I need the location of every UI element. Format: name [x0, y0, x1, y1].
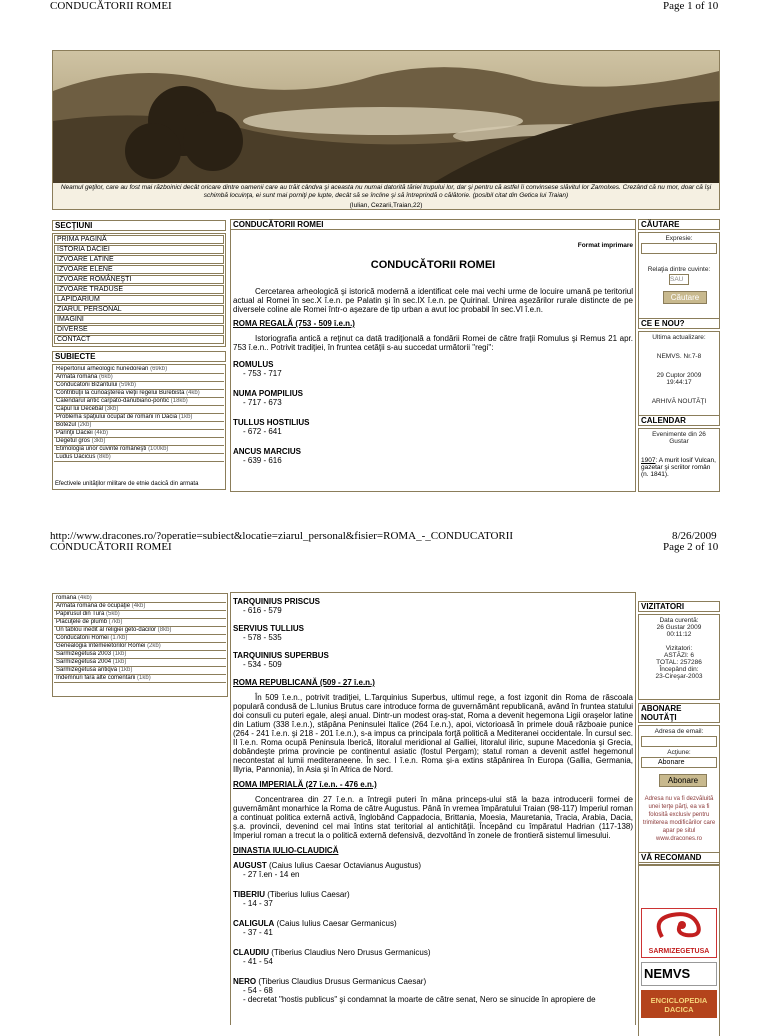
menu-item-lapidarium[interactable]: LAPIDARIUM [54, 295, 224, 304]
recommend-nemvs-label: NEMVS [644, 966, 691, 981]
subject-link[interactable] [54, 438, 224, 446]
search-button[interactable]: Căutare [663, 291, 707, 304]
emperors-list [233, 861, 633, 995]
subject-link[interactable] [54, 414, 224, 422]
emperor-years: - 54 - 68 [243, 986, 273, 995]
page-header-title-1: CONDUCĂTORII ROMEI [50, 0, 172, 12]
visitors-title: VIZITATORI [638, 601, 720, 612]
emperor-name: TIBERIU [233, 890, 265, 899]
subscribe-action-select[interactable]: Abonare [641, 757, 717, 768]
visitors-today: ASTĂZI: 6 [664, 652, 694, 659]
visitors-since: 23-Cireşar-2003 [655, 673, 703, 680]
emperor-years: - 41 - 54 [243, 957, 273, 966]
subject-title: Ludus Dacicus [56, 454, 96, 460]
emperor-full-name: (Caius Iulius Caesar Octavianus Augustus) [269, 861, 422, 870]
news-last-update-label: Ultima actualizare: [652, 334, 706, 341]
subject-title: Conducătorii Romei [56, 635, 109, 641]
page-header-title-2: CONDUCĂTORII ROMEI [50, 541, 172, 553]
subject-title: Genealogia întemeietorilor Romei [56, 643, 146, 649]
subject-title: Îndemnuri fără alte comentarii [56, 675, 136, 681]
sarmizegetusa-dragon-icon [642, 909, 717, 943]
subjects-title: SUBIECTE [52, 351, 226, 362]
subject-size: (4kb) [78, 595, 92, 601]
subject-link[interactable] [54, 595, 226, 603]
king-name: TULLUS HOSTILIUS [233, 418, 310, 427]
subject-title: Repertoriul arheologic hunedorean [56, 366, 149, 372]
subscribe-email-label: Adresa de email: [654, 728, 704, 735]
news-date: 29 Cuptor 2009 [656, 372, 702, 379]
subject-size: (3kb) [104, 406, 119, 412]
subject-title: Un tablou inedit al religiei geto-dacilor [56, 627, 157, 633]
subject-size: (4kb) [94, 430, 109, 436]
subject-title: Capul lui Decebal [56, 406, 104, 412]
subject-title: Sarmizegetusa 2003 [56, 651, 112, 657]
subject-title: Armata romană [56, 374, 98, 380]
subject-title: Armata romană de ocupaţie [56, 603, 131, 609]
subject-size: (7kb) [108, 619, 123, 625]
subjects-note: Efectivele unităţilor militare de etnie dacică din armata [55, 481, 199, 487]
king-name: TARQUINIUS PRISCUS [233, 597, 320, 606]
banner [52, 50, 720, 210]
subject-link[interactable] [54, 374, 224, 382]
page-number-2: Page 2 of 10 [663, 541, 719, 553]
subject-size: (6kb) [99, 374, 113, 380]
subject-title: Părinţii Daciei [56, 430, 93, 436]
page-number-1: Page 1 of 10 [663, 0, 719, 12]
menu-item-izvoare-romanesti[interactable]: IZVOARE ROMÂNEŞTI [54, 275, 224, 284]
subscribe-title: ABONARE NOUTĂŢI [638, 703, 720, 723]
subject-size: (1kb) [118, 667, 133, 673]
regal-heading: ROMA REGALĂ (753 - 509 î.e.n.) [233, 319, 355, 328]
king-years: - 616 - 579 [243, 606, 282, 615]
news-panel [638, 318, 720, 421]
subject-link[interactable] [54, 422, 224, 430]
subject-size: (1kb) [112, 651, 127, 657]
news-time: 19:44:17 [666, 379, 692, 386]
subject-size: (5kb) [106, 611, 120, 617]
footer-url: http://www.dracones.ro/?operatie=subiect&locatie=ziarul_personal&fisier=ROMA_-_CONDUCATORII [50, 530, 514, 542]
menu-item-ziarul-personal[interactable]: ZIARUL PERSONAL [54, 305, 224, 314]
emperor-years: - 37 - 41 [243, 928, 273, 937]
subject-link[interactable] [54, 454, 224, 462]
main-content-1 [230, 219, 636, 492]
subject-size: (8kb) [97, 454, 111, 460]
subject-size: (8kb) [157, 627, 172, 633]
subject-title: Etimologia unor cuvinte româneşti [56, 446, 147, 452]
emperor-full-name: (Caius Iulius Caesar Germanicus) [276, 919, 397, 928]
king-years: - 639 - 616 [243, 456, 282, 465]
regal-paragraph: Istoriografia antică a reţinut ca dată tradiţională a fondării Romei de către fraţii Romulus şi Remus 21 apr. 753 î.e.n.. Potrivit tradiţiei, în fruntea cetăţii s-au succedat următorii "regi": [233, 334, 633, 352]
king-name: ANCUS MARCIUS [233, 447, 301, 456]
search-relation-label: Relaţia dintre cuvinte: [647, 266, 711, 273]
subject-size: (4kb) [131, 603, 146, 609]
king-name: ROMULUS [233, 360, 274, 369]
sections-menu [52, 233, 226, 347]
subjects-list [52, 364, 226, 490]
king-years: - 672 - 641 [243, 427, 282, 436]
news-issue: NEMVS. Nr.7-8 [656, 353, 702, 360]
republic-paragraph: În 509 î.e.n., potrivit tradiţiei, L.Tarquinius Superbus, ultimul rege, a fost izgonit din Roma de răscoala populară condusă de L.Iunius Brutus care introduce forma de guvernământ republicană, având în fruntea statului doi consuli cu puteri egale, aleşi anual. Dintr-un modest oraş-stat, Roma a devenit hegemona Ligii oraşelor latine din Latium (338 î.e.n.), stăpâna Peninsulei Italice (264 î.e.n.), apoi, victorioasă în primele două războaie punice (264 - 241 î.e.n. şi 218 - 201 î.e.n.), s-a impus ca principala forţă politică a Mediteranei occidentale. În cursul sec. II î.e.n. Roma ocupă Peninsula Iberică, litoralul meridional al Galliei, litoralul iliric, supune Macedonia şi Grecia, dobândeşte prima provincie pe continentul asiatic (fostul Pergam); statul roman a devenit astfel hegemonul necontestat al lumii mediteraneene. În sec. I î.e.n. Roma şi-a extins stăpânirea în Europa (Gallia, Germania, Illyria, Pannonia), în Asia şi în Africa de Nord. [233, 693, 633, 774]
subject-link[interactable] [54, 667, 226, 675]
subscribe-email-input[interactable] [641, 736, 717, 747]
subject-size: (100kb) [148, 446, 169, 452]
subject-size: (69kb) [150, 366, 168, 372]
king-years: - 753 - 717 [243, 369, 282, 378]
king-name: NUMA POMPILIUS [233, 389, 303, 398]
menu-item-izvoare-elene[interactable]: IZVOARE ELENE [54, 265, 224, 274]
banner-quote-author: (Iulian, Cezarii,Traian,22) [349, 202, 423, 209]
subject-title: Plăcuţele de plumb [56, 619, 108, 625]
emperor-entry [233, 977, 633, 986]
news-archive-link[interactable]: ARHIVĂ NOUTĂŢI [651, 398, 707, 405]
subject-link[interactable] [54, 366, 224, 374]
subject-size: (2kb) [147, 643, 161, 649]
subject-title: Contribuţii la cunoaşterea vieţii regelui Burebista [56, 390, 185, 396]
emperor-name: AUGUST [233, 861, 267, 870]
subject-size: (3kb) [91, 438, 106, 444]
recommend-nemvs-banner[interactable] [641, 962, 717, 986]
subject-link[interactable] [54, 430, 224, 438]
emperor-entry [233, 861, 633, 870]
visitors-total: TOTAL: 257286 [656, 659, 702, 666]
banner-quote: Neamul geţilor, care au fost mai războinici decât oricare dintre oamenii care au trăit cândva şi aceasta nu numai datorită tăriei trupului lor, dar şi pentru că astfel îi convinsese slăvitul lor Zamolxes. Crezând că nu mor, doar că îşi schimbă locuinţa, ei sunt mai porniţi pe lupte, decât să se încline şi să întreprindă o călătorie. (posibil citat din Getica lui Traian) [60, 184, 712, 199]
subjects-panel [52, 351, 226, 490]
visitors-date-label: Data curentă: [659, 617, 699, 624]
subscribe-panel [638, 703, 720, 865]
search-title: CĂUTARE [638, 219, 720, 230]
subject-size: (59kb) [119, 382, 137, 388]
footer-date: 8/26/2009 [672, 530, 717, 542]
subject-link[interactable] [54, 390, 224, 398]
menu-item-istoria-daciei[interactable]: ISTORIA DACIEI [54, 245, 224, 254]
subject-title: Papirusul din Tura [56, 611, 105, 617]
menu-item-contact[interactable]: CONTACT [54, 335, 224, 344]
subject-title: Sarmizegetusa antiqva [56, 667, 118, 673]
recommend-title: VĂ RECOMAND [638, 852, 720, 863]
emperor-name: CALIGULA [233, 919, 275, 928]
subscribe-action-label: Acţiune: [667, 749, 691, 756]
republic-heading: ROMA REPUBLICANĂ (509 - 27 î.e.n.) [233, 678, 375, 687]
visitors-label: Vizitatori: [665, 645, 693, 652]
sections-panel [52, 220, 226, 347]
subject-title: Conducătorii Bizantului [56, 382, 118, 388]
menu-item-izvoare-latine[interactable]: IZVOARE LATINE [54, 255, 224, 264]
emperor-name: CLAUDIU [233, 948, 269, 957]
subject-link[interactable] [54, 659, 226, 667]
subscribe-note: Adresa nu va fi dezvăluită unei terţe părţi, ea va fi folosită exclusiv pentru trimiterea modificărilor care apar pe situl www.dracones.ro [642, 796, 716, 842]
kings-list-continued [233, 597, 633, 669]
recommend-enciclopedia-banner[interactable] [641, 990, 717, 1018]
banner-landscape-image [53, 51, 719, 183]
visitors-time: 00:11:12 [666, 631, 692, 638]
imperial-heading: ROMA IMPERIALĂ (27 î.e.n. - 476 e.n.) [233, 780, 377, 789]
subject-link[interactable] [54, 398, 224, 406]
subject-title: Botezul [56, 422, 77, 428]
emperor-years: - 14 - 37 [243, 899, 273, 908]
king-years: - 534 - 509 [243, 660, 282, 669]
kings-list [233, 360, 633, 465]
visitors-since-label: Începând din: [659, 666, 699, 673]
menu-item-prima-pagina[interactable]: PRIMA PAGINĂ [54, 235, 224, 244]
main-content-2 [230, 592, 636, 1025]
search-input[interactable] [641, 243, 717, 254]
calendar-year-link[interactable]: 1907 [641, 457, 656, 464]
subject-link[interactable] [54, 635, 226, 643]
recommend-sarmizegetusa-banner[interactable] [641, 908, 717, 958]
subjects-list-continued [52, 593, 228, 697]
calendar-panel [638, 415, 720, 492]
intro-paragraph: Cercetarea arheologică şi istorică modernă a identificat cele mai vechi urme de locuire umană pe teritoriul actual al Romei în sec.X î.e.n. pe Palatin şi în sec.IX î.e.n. pe Quirinal. Unirea aşezărilor rurale distincte de pe diversele coline ale Romei într-o aşezare de tip urban a avut loc probabil în sec.VI î.e.n. [233, 287, 633, 314]
recommend-sarmizegetusa-label: SARMIZEGETUSA [648, 948, 710, 955]
main-title-box: CONDUCĂTORII ROMEI [231, 220, 635, 230]
search-panel [638, 219, 720, 324]
king-name: SERVIUS TULLIUS [233, 624, 304, 633]
emperor-name: NERO [233, 977, 257, 986]
subject-link[interactable] [54, 603, 226, 611]
subscribe-button[interactable]: Abonare [659, 774, 707, 787]
emperor-entry [233, 948, 633, 957]
calendar-title: CALENDAR [638, 415, 720, 426]
recommend-enciclopedia-label: ENCICLOPEDIA DACICA [650, 996, 708, 1014]
menu-item-diverse[interactable]: DIVERSE [54, 325, 224, 334]
format-print-link[interactable]: Format imprimare [577, 242, 633, 249]
nero-note: - decretat "hostis publicus" şi condamnat la moarte de către senat, Nero se sinucide în apropiere de [243, 995, 596, 1004]
subject-title: romană [56, 595, 77, 601]
page-title: CONDUCĂTORII ROMEI [370, 259, 496, 271]
emperor-full-name: (Tiberius Iulius Caesar) [267, 890, 350, 899]
king-years: - 717 - 673 [243, 398, 282, 407]
emperor-years: - 27 î.en - 14 en [243, 870, 300, 879]
subject-link[interactable] [54, 627, 226, 635]
subject-size: (4kb) [186, 390, 200, 396]
search-relation-select[interactable]: SAU [669, 274, 689, 285]
subject-link[interactable] [54, 382, 224, 390]
king-years: - 578 - 535 [243, 633, 282, 642]
subject-link[interactable] [54, 619, 226, 627]
visitors-panel [638, 601, 720, 700]
subject-size: (18kb) [170, 398, 188, 404]
subject-link[interactable] [54, 611, 226, 619]
news-title: CE E NOU? [638, 318, 720, 329]
subject-link[interactable] [54, 675, 226, 683]
subject-title: Sarmizegetusa 2004 [56, 659, 112, 665]
menu-item-izvoare-traduse[interactable]: IZVOARE TRADUSE [54, 285, 224, 294]
dynasty-heading: DINASTIA IULIO-CLAUDICĂ [233, 846, 339, 855]
subject-link[interactable] [54, 446, 224, 454]
menu-item-imagini[interactable]: IMAGINI [54, 315, 224, 324]
recommend-panel [638, 852, 720, 1036]
subject-size: (1kb) [178, 414, 193, 420]
subject-size: (17kb) [110, 635, 128, 641]
subject-size: (1kb) [137, 675, 151, 681]
subject-link[interactable] [54, 643, 226, 651]
emperor-full-name: (Tiberius Claudius Drusus Germanicus Caesar) [258, 977, 427, 986]
imperial-paragraph: Concentrarea din 27 î.e.n. a întregii puteri în mâna princeps-ului stă la baza introducerii formei de guvernământ monarhice la Roma de către Augustus. Până în vremea împăratului Traian (98-117) Imperiul roman a continuat politica externă activă, înglobând Cappadocia, Brittania, Moesia, Mauretania, Tracia, Arabia, Dacia, ş.a. provincii, devenind cel mai întins stat teritorial al antichităţii. Începând cu împăratul Hadrian (117-138) Imperiul roman a trecut la o politică externă defensivă, dezvoltând în zonele de frontieră sistemul limesului. [233, 795, 633, 840]
emperor-entry [233, 919, 633, 928]
emperor-entry [233, 890, 633, 899]
subject-link[interactable] [54, 651, 226, 659]
sections-title: SECŢIUNI [52, 220, 226, 231]
calendar-events-label: Evenimente din 26 Gustar [652, 431, 706, 445]
subject-size: (1kb) [112, 659, 127, 665]
emperor-full-name: (Tiberius Claudius Nero Drusus Germanicus) [271, 948, 431, 957]
search-expression-label: Expresie: [665, 235, 693, 242]
subject-link[interactable] [54, 406, 224, 414]
king-name: TARQUINIUS SUPERBUS [233, 651, 329, 660]
subject-title: Problema spaţiului ocupat de romani în Dacia [56, 414, 178, 420]
subject-size: (2kb) [77, 422, 92, 428]
subject-title: Calendarul antic carpato-danubiano-pontic [56, 398, 170, 404]
subject-title: Degetul gros [56, 438, 91, 444]
visitors-date: 26 Gustar 2009 [656, 624, 702, 631]
calendar-event-text: : A murit Iosif Vulcan, gazetar şi scriitor român (n. 1841). [641, 457, 716, 478]
